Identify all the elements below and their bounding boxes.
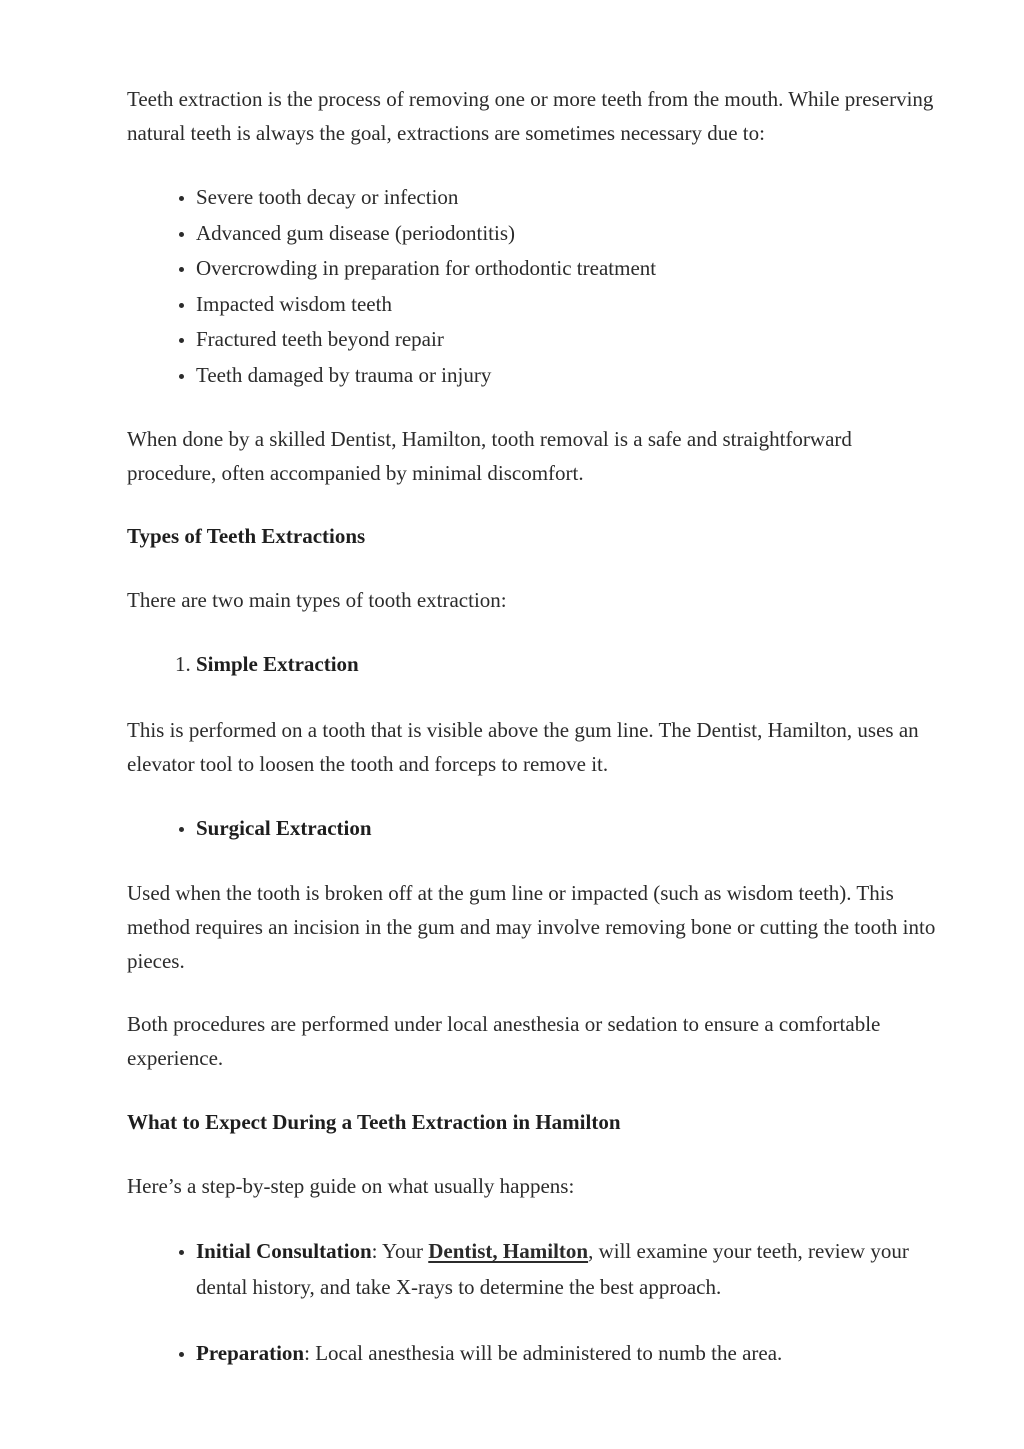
list-item: • Teeth damaged by trauma or injury — [196, 358, 937, 394]
step-title: Preparation — [196, 1341, 305, 1365]
expect-heading: What to Expect During a Teeth Extraction in Hamilton — [127, 1110, 621, 1134]
both-procedures-paragraph: Both procedures are performed under local anesthesia or sedation to ensure a comfortable experience. — [127, 1012, 881, 1070]
step-initial-consultation — [196, 1233, 937, 1305]
step-text: : Your — [371, 1239, 429, 1263]
extraction-reasons-list — [127, 180, 937, 393]
types-numbered-list — [127, 647, 937, 683]
list-item-simple — [196, 647, 937, 683]
types-intro: There are two main types of tooth extraction: — [127, 588, 507, 612]
surgical-extraction-title: Surgical Extraction — [196, 815, 372, 840]
list-item: • Impacted wisdom teeth — [196, 287, 937, 323]
surgical-extraction-description: Used when the tooth is broken off at the gum line or impacted (such as wisdom teeth). This method requires an incision in the gum and may involve removing bone or cutting the tooth into pieces. — [127, 881, 936, 973]
types-heading: Types of Teeth Extractions — [127, 524, 366, 548]
surgical-list — [127, 811, 937, 847]
list-item: • Advanced gum disease (periodontitis) — [196, 216, 937, 252]
simple-extraction-title: Simple Extraction — [196, 652, 359, 676]
list-item: • Overcrowding in preparation for orthodontic treatment — [196, 251, 937, 287]
step-text: , will examine your teeth, review your dental history, and take X-rays to determine the best approach. — [196, 1239, 909, 1299]
simple-extraction-description: This is performed on a tooth that is visible above the gum line. The Dentist, Hamilton, uses an elevator tool to loosen the tooth and forceps to remove it. — [127, 717, 919, 776]
steps-list-continued — [127, 1335, 937, 1371]
step-text: : Local anesthesia will be administered to numb the area. — [304, 1341, 783, 1365]
intro-paragraph: Teeth extraction is the process of removing one or more teeth from the mouth. While preserving natural teeth is always the goal, extractions are sometimes necessary due to: — [127, 87, 934, 145]
list-item: • Severe tooth decay or infection — [196, 180, 937, 216]
step-preparation — [196, 1335, 937, 1371]
dentist-hamilton-link[interactable]: Dentist, Hamilton — [428, 1239, 589, 1263]
steps-list — [127, 1233, 937, 1305]
list-item-surgical — [196, 811, 937, 847]
safety-paragraph: When done by a skilled Dentist, Hamilton, tooth removal is a safe and straightforward procedure, often accompanied by minimal discomfort. — [127, 427, 852, 485]
list-item: • Fractured teeth beyond repair — [196, 322, 937, 358]
article-body — [127, 82, 937, 1371]
step-title: Initial Consultation — [196, 1239, 372, 1263]
expect-intro: Here’s a step-by-step guide on what usually happens: — [127, 1174, 575, 1198]
